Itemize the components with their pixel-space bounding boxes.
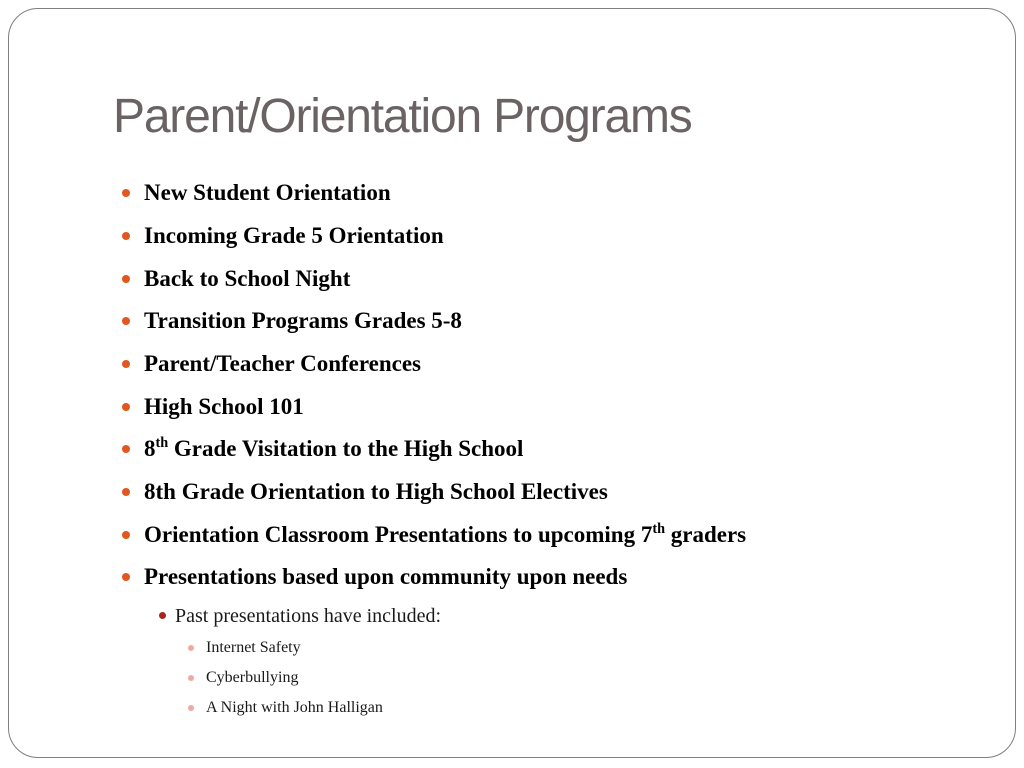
sub-bullet-text: Past presentations have included: bbox=[175, 605, 442, 627]
bullet-text: Back to School Night bbox=[144, 266, 351, 291]
bullet-item bbox=[144, 179, 391, 207]
sub-sub-bullet-dot-icon bbox=[188, 705, 194, 711]
bullet-item bbox=[144, 307, 462, 335]
sub-sub-bullet-text: A Night with John Halligan bbox=[206, 699, 383, 716]
sub-sub-bullet-text: Cyberbullying bbox=[206, 669, 299, 686]
sub-bullet-dot-icon bbox=[159, 612, 166, 619]
bullet-dot-icon bbox=[122, 531, 130, 539]
bullet-dot-icon bbox=[122, 317, 130, 325]
bullet-text-part: Grade Visitation to the High School bbox=[168, 436, 524, 461]
sub-sub-bullet-dot-icon bbox=[188, 675, 194, 681]
bullet-text: High School 101 bbox=[144, 394, 304, 419]
ordinal-superscript: th bbox=[155, 435, 169, 452]
bullet-dot-icon bbox=[122, 488, 130, 496]
bullet-item bbox=[144, 265, 350, 293]
bullet-dot-icon bbox=[122, 275, 130, 283]
bullet-text-part: graders bbox=[665, 522, 747, 547]
bullet-item bbox=[144, 393, 304, 421]
bullet-text: 8th Grade Orientation to High School Electives bbox=[144, 479, 608, 504]
ordinal-superscript: th bbox=[652, 521, 666, 538]
bullet-dot-icon bbox=[122, 573, 130, 581]
bullet-dot-icon bbox=[122, 445, 130, 453]
sub-sub-bullet-item bbox=[206, 697, 383, 719]
sub-bullet-item bbox=[175, 603, 441, 629]
bullet-dot-icon bbox=[122, 232, 130, 240]
bullet-item bbox=[144, 350, 421, 378]
bullet-text: Presentations based upon community upon needs bbox=[144, 564, 628, 589]
bullet-text: Transition Programs Grades 5-8 bbox=[144, 308, 462, 333]
bullet-item bbox=[144, 563, 627, 591]
bullet-dot-icon bbox=[122, 360, 130, 368]
bullet-dot-icon bbox=[122, 403, 130, 411]
bullet-text bbox=[144, 436, 523, 461]
sub-sub-bullet-item bbox=[206, 637, 301, 659]
sub-sub-bullet-dot-icon bbox=[188, 645, 194, 651]
slide-frame bbox=[8, 8, 1016, 758]
bullet-dot-icon bbox=[122, 189, 130, 197]
bullet-text: Parent/Teacher Conferences bbox=[144, 351, 422, 376]
sub-sub-bullet-item bbox=[206, 667, 298, 689]
bullet-text bbox=[144, 522, 746, 547]
bullet-text-part: 8 bbox=[144, 436, 156, 461]
bullet-item bbox=[144, 435, 523, 463]
bullet-item bbox=[144, 478, 608, 506]
bullet-text-part: Orientation Classroom Presentations to upcoming 7 bbox=[144, 522, 653, 547]
sub-sub-bullet-text: Internet Safety bbox=[206, 639, 301, 656]
bullet-text: New Student Orientation bbox=[144, 180, 391, 205]
bullet-item bbox=[144, 222, 444, 250]
slide-title: Parent/Orientation Programs bbox=[113, 90, 692, 143]
bullet-item bbox=[144, 521, 746, 549]
bullet-text: Incoming Grade 5 Orientation bbox=[144, 223, 444, 248]
